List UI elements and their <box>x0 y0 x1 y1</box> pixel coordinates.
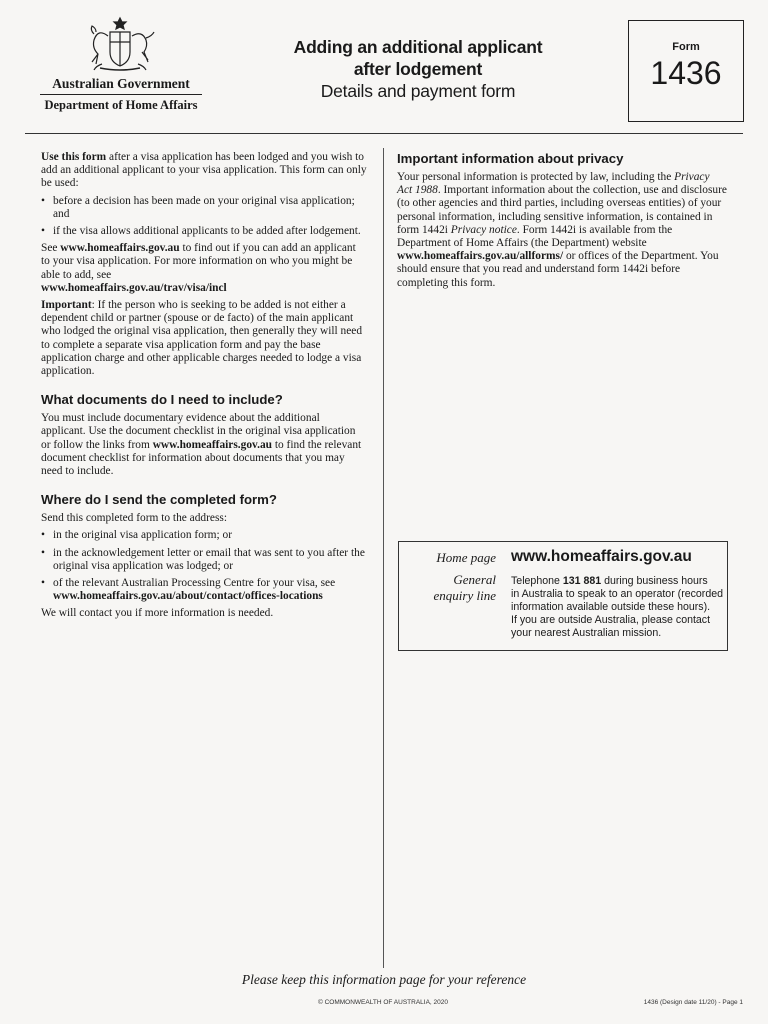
tel-number[interactable]: 131 881 <box>562 575 602 587</box>
tel-rest: during business hours <box>601 575 708 587</box>
privacy-text-4: or offices of the Department. You should ensure that you read and understand form 1442i before completing this form. <box>397 250 719 289</box>
privacy-act: Privacy Act 1988 <box>397 171 710 197</box>
allforms-link[interactable]: www.homeaffairs.gov.au/allforms/ <box>397 250 564 263</box>
department-name: Department of Home Affairs <box>44 98 198 112</box>
home-page-label: Home page <box>436 550 496 565</box>
contact-box <box>398 541 728 651</box>
send-intro: Send this completed form to the address: <box>41 512 228 525</box>
enquiry-line-4: If you are outside Australia, please contact <box>511 614 711 626</box>
visa-incl-link[interactable]: www.homeaffairs.gov.au/trav/visa/incl <box>41 281 227 294</box>
enquiry-line-1 <box>511 575 725 588</box>
intro-paragraph <box>41 151 367 191</box>
home-page-url[interactable]: www.homeaffairs.gov.au <box>511 548 692 565</box>
intro-bold: Use this form <box>41 151 107 163</box>
form-number: 1436 <box>650 55 722 91</box>
column-divider <box>383 148 384 968</box>
send-bullet-text: of the relevant Australian Processing Centre for your visa, see <box>53 577 336 590</box>
privacy-notice: Privacy notice <box>450 223 517 236</box>
offices-locations-link[interactable]: www.homeaffairs.gov.au/about/contact/offices-locations <box>53 590 323 603</box>
homeaffairs-link[interactable]: www.homeaffairs.gov.au <box>152 438 272 451</box>
important-paragraph <box>41 299 367 378</box>
privacy-text-3: . Form 1442i is available from the Department of Home Affairs (the Department) website <box>397 223 673 250</box>
form-subtitle: Details and payment form <box>320 81 516 101</box>
documents-paragraph <box>41 412 367 478</box>
left-column <box>41 151 367 625</box>
logo-divider <box>40 94 202 95</box>
government-name: Australian Government <box>52 76 190 91</box>
privacy-paragraph <box>397 171 727 290</box>
enquiry-line-5: your nearest Australian mission. <box>511 627 662 639</box>
right-column <box>397 151 727 294</box>
list-item: • if the visa allows additional applicants to be added after lodgement. <box>41 225 367 238</box>
footer-note: Please keep this information page for your reference <box>241 972 527 987</box>
privacy-text-1: Your personal information is protected by law, including the <box>397 171 675 183</box>
see-text: to find out if you can add an applicant to your visa application. For more information on who you might be able to add, see <box>41 242 356 281</box>
privacy-heading: Important information about privacy <box>397 151 624 166</box>
enquiry-label <box>399 572 496 604</box>
page-reference: 1436 (Design date 11/20) - Page 1 <box>643 999 743 1006</box>
list-item: • in the original visa application form; or <box>41 529 367 542</box>
list-item: • in the acknowledgement letter or email that was sent to you after the original visa application was lodged; or <box>41 547 367 573</box>
enquiry-label-2: enquiry line <box>433 588 496 603</box>
documents-heading: What documents do I need to include? <box>41 392 283 408</box>
form-label: Form <box>672 41 700 53</box>
copyright: © COMMONWEALTH OF AUSTRALIA, 2020 <box>318 999 448 1006</box>
see-paragraph <box>41 242 367 295</box>
send-heading: Where do I send the completed form? <box>41 492 277 508</box>
list-item: • before a decision has been made on your original visa application; and <box>41 195 367 221</box>
intro-text: after a visa application has been lodged and you wish to add an additional applicant to your visa application. This form can only be used: <box>41 151 367 190</box>
homeaffairs-link[interactable]: www.homeaffairs.gov.au <box>60 242 180 255</box>
form-number-box <box>628 20 744 122</box>
see-prefix: See <box>41 242 61 255</box>
important-text: : If the person who is seeking to be added is not either a dependent child or partner (spouse or de facto) of the main applicant who lodged the original visa application, then generally they will need to complete a separate visa application form and pay the base application charge and other applicable charges needed to lodge a visa application. <box>41 299 363 378</box>
list-item <box>41 577 367 603</box>
enquiry-details <box>511 575 725 640</box>
documents-text-1: You must include documentary evidence about the additional applicant. Use the document checklist in the original visa application or follow the links from <box>41 412 356 451</box>
enquiry-line-3: information available outside these hours). <box>511 601 711 613</box>
enquiry-line-2: in Australia to speak to an operator (recorded <box>511 588 723 600</box>
header-rule <box>25 133 743 134</box>
privacy-text-2: . Important information about the collection, use and disclosure (to other agencies and third parties, including overseas entities) of your personal information, including sensitive information, is contained in form 1442i <box>397 184 727 236</box>
page-header <box>0 0 768 134</box>
enquiry-label-1: General <box>453 572 496 587</box>
documents-text-2: to find the relevant document checklist for information about documents that you may need to include. <box>41 438 362 478</box>
send-outro: We will contact you if more information is needed. <box>41 607 274 620</box>
tel-prefix: Telephone <box>511 575 563 587</box>
title-line-2: after lodgement <box>353 59 483 79</box>
title-line-1: Adding an additional applicant <box>293 37 543 57</box>
coat-of-arms-icon <box>80 14 160 74</box>
form-title <box>268 36 568 102</box>
important-bold: Important <box>41 299 92 312</box>
